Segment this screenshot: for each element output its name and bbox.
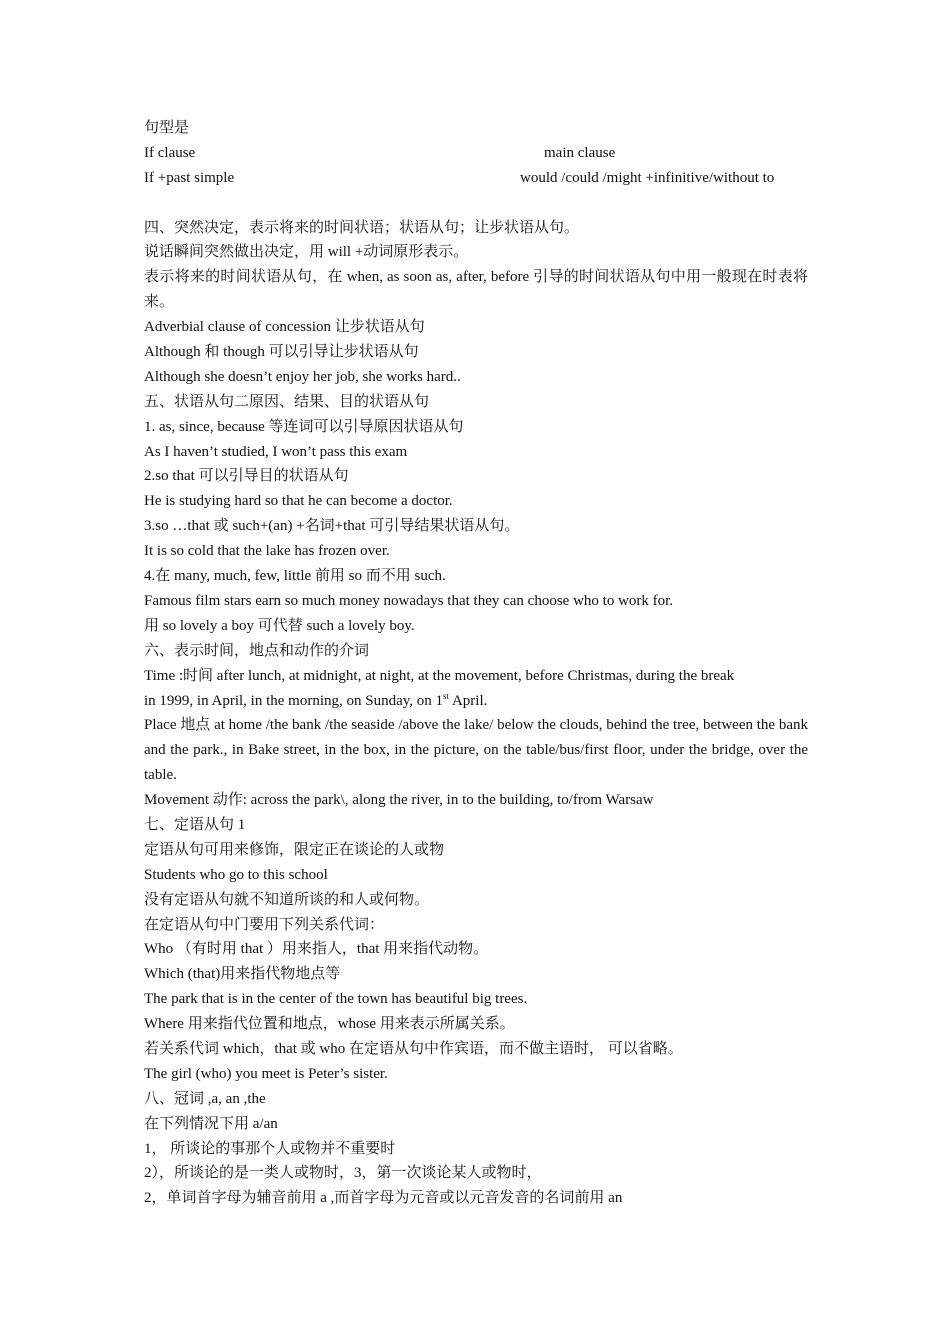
text-line: Movement 动作: across the park\, along the river, in to the building, to/from Warsaw bbox=[144, 792, 654, 809]
section-heading: 四、突然决定，表示将来的时间状语；状语从句；让步状语从句。 bbox=[144, 219, 580, 236]
section-heading: 七、定语从句 1 bbox=[144, 816, 246, 833]
text-line: 在定语从句中门要用下列关系代词： bbox=[144, 916, 385, 933]
text-line: 若关系代词 which，that 或 who 在定语从句中作宾语，而不做主语时， 可以省略。 bbox=[144, 1040, 683, 1057]
text-line: 说话瞬间突然做出决定，用 will +动词原形表示。 bbox=[144, 244, 469, 261]
text-line: Although 和 though 可以引导让步状语从句 bbox=[144, 344, 419, 361]
document-page bbox=[144, 116, 808, 1211]
text-line bbox=[144, 689, 808, 714]
text-line: 定语从句可用来修饰，限定正在谈论的人或物 bbox=[144, 841, 445, 858]
text-line: 在下列情况下用 a/an bbox=[144, 1115, 278, 1132]
text-line: 4.在 many, much, few, little 前用 so 而不用 such. bbox=[144, 568, 446, 585]
superscript: st bbox=[443, 690, 450, 701]
table-header-row bbox=[144, 141, 808, 166]
table-row bbox=[144, 166, 808, 191]
list-item: 1， 所谈论的事那个人或物并不重要时 bbox=[144, 1140, 396, 1157]
spacer bbox=[144, 191, 808, 216]
text-line: He is studying hard so that he can become a doctor. bbox=[144, 493, 453, 510]
section-heading: 六、表示时间，地点和动作的介词 bbox=[144, 642, 370, 659]
text-line: 用 so lovely a boy 可代替 such a lovely boy. bbox=[144, 617, 415, 634]
text-line: 1. as, since, because 等连词可以引导原因状语从句 bbox=[144, 418, 464, 435]
text-line: Time :时间 after lunch, at midnight, at night, at the movement, before Christmas, during the break bbox=[144, 667, 735, 684]
text-line: Adverbial clause of concession 让步状语从句 bbox=[144, 319, 425, 336]
text-line: Where 用来指代位置和地点，whose 用来表示所属关系。 bbox=[144, 1016, 515, 1033]
list-item: 2），所谈论的是一类人或物时，3，第一次谈论某人或物时， bbox=[144, 1165, 542, 1182]
main-clause-value: would /could /might +infinitive/without to bbox=[520, 169, 775, 186]
text-line: It is so cold that the lake has frozen over. bbox=[144, 543, 390, 560]
text-line: 2.so that 可以引导目的状语从句 bbox=[144, 468, 349, 485]
text-line: 句型是 bbox=[144, 120, 190, 136]
text-line: Who （有时用 that ）用来指人，that 用来指代动物。 bbox=[144, 941, 489, 958]
text-line: Students who go to this school bbox=[144, 866, 328, 883]
if-clause-label: If clause bbox=[144, 144, 196, 161]
text-line: Which (that)用来指代物地点等 bbox=[144, 966, 341, 983]
text-paragraph: 表示将来的时间状语从句，在 when, as soon as, after, before 引导的时间状语从句中用一般现在时表将来。 bbox=[144, 269, 808, 311]
main-clause-label: main clause bbox=[544, 144, 616, 161]
text-line: 3.so …that 或 such+(an) +名词+that 可引导结果状语从句。 bbox=[144, 518, 520, 535]
list-item: 2，单词首字母为辅音前用 a ,而首字母为元音或以元音发音的名词前用 an bbox=[144, 1190, 623, 1207]
text-line: The girl (who) you meet is Peter’s sister. bbox=[144, 1065, 388, 1082]
section-heading: 八、冠词 ,a, an ,the bbox=[144, 1090, 266, 1107]
text-fragment: in 1999, in April, in the morning, on Sunday, on 1 bbox=[144, 692, 444, 709]
text-line: The park that is in the center of the town has beautiful big trees. bbox=[144, 991, 528, 1008]
text-paragraph: Place 地点 at home /the bank /the seaside /above the lake/ below the clouds, behind the tree, between the bank and the park., in Bake street, in the box, in the picture, on the table/bus/first floor, under the bridge, over the table. bbox=[144, 717, 808, 784]
text-line: 没有定语从句就不知道所谈的和人或何物。 bbox=[144, 891, 430, 908]
text-line: Famous film stars earn so much money nowadays that they can choose who to work for. bbox=[144, 592, 674, 609]
text-fragment: April. bbox=[449, 692, 488, 709]
section-heading: 五、状语从句二原因、结果、目的状语从句 bbox=[144, 393, 430, 410]
text-line: As I haven’t studied, I won’t pass this exam bbox=[144, 443, 408, 460]
text-line: Although she doesn’t enjoy her job, she works hard.. bbox=[144, 368, 461, 385]
if-clause-value: If +past simple bbox=[144, 169, 235, 186]
